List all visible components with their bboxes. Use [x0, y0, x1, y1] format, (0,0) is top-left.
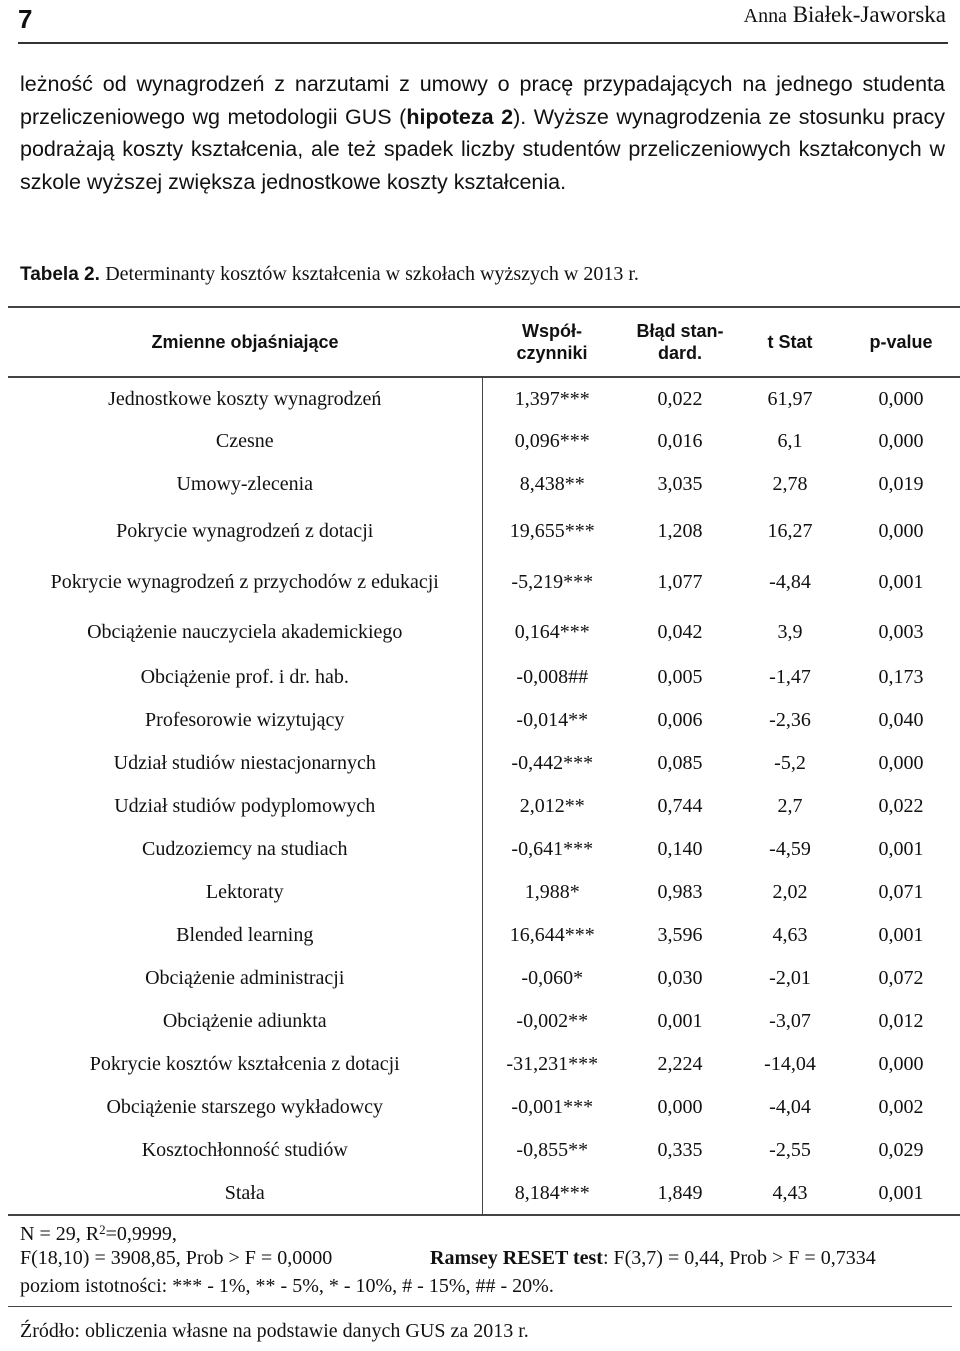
coefficient-cell: 0,164***	[514, 620, 590, 643]
variable-cell: Profesorowie wizytujący	[8, 699, 482, 742]
note-ramsey-test	[430, 1244, 876, 1272]
variable-cell: Obciążenie adiunkta	[8, 1000, 482, 1043]
regression-table	[8, 306, 960, 1216]
coefficient-cell: -0,001***	[511, 1096, 594, 1118]
variable-cell: Pokrycie wynagrodzeń z dotacji	[8, 506, 482, 556]
std-error-cell: 0,005	[657, 666, 703, 688]
p-value-cell: 0,000	[878, 387, 924, 410]
table-row	[8, 828, 960, 871]
variable-cell: Obciążenie starszego wykładowcy	[8, 1086, 482, 1129]
p-value-cell: 0,000	[878, 430, 924, 452]
t-stat-cell: 61,97	[767, 387, 813, 410]
std-error-cell: 0,042	[657, 620, 703, 643]
header-coef-line1: Współ-	[522, 321, 582, 341]
table-body	[8, 377, 960, 1215]
std-error-cell: 0,001	[657, 1010, 703, 1032]
variable-cell: Obciążenie prof. i dr. hab.	[8, 656, 482, 699]
t-stat-cell: -2,01	[769, 967, 811, 989]
p-value-cell: 0,071	[878, 881, 924, 903]
note-r-squared-value: =0,9999,	[105, 1223, 177, 1245]
t-stat-cell: 4,63	[772, 924, 808, 946]
paragraph-text-2: ). Wyższe wynagrodzenia ze stosunku pracy podrażają koszty kształcenia, ale też spadek liczby studentów przeliczeniowych kształconych w szkole wyższej zwiększa jednostkowe koszty kształcenia.	[20, 104, 945, 194]
table-row	[8, 785, 960, 828]
p-value-cell: 0,072	[878, 967, 924, 989]
std-error-cell: 1,077	[657, 570, 703, 593]
std-error-cell: 0,140	[657, 838, 703, 860]
header-p-value: p-value	[842, 307, 960, 377]
t-stat-cell: 4,43	[738, 1172, 842, 1215]
variable-cell: Blended learning	[8, 914, 482, 957]
table-row	[8, 957, 960, 1000]
source-note: Źródło: obliczenia własne na podstawie danych GUS za 2013 r.	[20, 1320, 529, 1342]
t-stat-cell: -2,36	[769, 709, 811, 731]
t-stat-cell: -3,07	[769, 1010, 811, 1032]
p-value-cell: 0,040	[878, 709, 924, 731]
note-significance-levels: poziom istotności: *** - 1%, ** - 5%, * - 10%, # - 15%, ## - 20%.	[20, 1275, 554, 1297]
p-value-cell: 0,022	[878, 795, 924, 817]
table-row	[8, 1172, 960, 1215]
page-number: 7	[18, 4, 33, 34]
table-row	[8, 1000, 960, 1043]
body-paragraph	[20, 68, 945, 198]
coefficient-cell: 8,184***	[482, 1172, 622, 1215]
std-error-cell: 0,085	[657, 752, 703, 774]
coefficient-cell: -0,002**	[516, 1010, 589, 1032]
table-row	[8, 1129, 960, 1172]
std-error-cell: 0,016	[657, 430, 703, 452]
coefficient-cell: -0,008##	[516, 666, 589, 688]
t-stat-cell: 2,02	[772, 881, 808, 903]
note-ramsey-value: : F(3,7) = 0,44, Prob > F = 0,7334	[602, 1247, 876, 1269]
coefficient-cell: 0,096***	[514, 430, 590, 452]
note-f-test	[20, 1244, 955, 1272]
std-error-cell: 0,335	[657, 1139, 703, 1161]
coefficient-cell: -0,060*	[521, 967, 584, 989]
header-se-line2: dard.	[657, 343, 702, 363]
t-stat-cell: -1,47	[769, 666, 811, 688]
table-caption	[20, 263, 639, 286]
p-value-cell: 0,000	[878, 519, 924, 542]
paragraph-text-1: leżność od wynagrodzeń z narzutami z umowy o pracę przypadających na jednego studenta przeliczeniowego wg metodologii GUS (	[20, 72, 945, 129]
variable-cell: Lektoraty	[8, 871, 482, 914]
table-row	[8, 377, 960, 420]
table-title: Determinanty kosztów kształcenia w szkołach wyższych w 2013 r.	[105, 263, 639, 285]
p-value-cell: 0,000	[878, 752, 924, 774]
header-variables: Zmienne objaśniające	[8, 307, 482, 377]
variable-cell: Jednostkowe koszty wynagrodzeń	[8, 377, 482, 420]
p-value-cell: 0,001	[878, 924, 924, 946]
coefficient-cell: 2,012**	[519, 795, 585, 817]
table-notes	[20, 1216, 955, 1300]
t-stat-cell: -4,59	[769, 838, 811, 860]
table-row	[8, 506, 960, 556]
p-value-cell: 0,001	[842, 1172, 960, 1215]
p-value-cell: 0,001	[878, 838, 924, 860]
page-header	[18, 0, 948, 44]
p-value-cell: 0,002	[878, 1096, 924, 1118]
coefficient-cell: 19,655***	[509, 519, 595, 542]
p-value-cell: 0,029	[878, 1139, 924, 1161]
p-value-cell: 0,000	[878, 1053, 924, 1075]
p-value-cell: 0,019	[878, 473, 924, 495]
t-stat-cell: 3,9	[777, 620, 803, 643]
author-name	[744, 2, 946, 28]
std-error-cell: 3,596	[657, 924, 703, 946]
author-first-name: Anna	[743, 5, 787, 27]
std-error-cell: 0,030	[657, 967, 703, 989]
header-t-stat: t Stat	[738, 307, 842, 377]
table-row	[8, 656, 960, 699]
variable-cell: Umowy-zlecenia	[8, 463, 482, 506]
p-value-cell: 0,003	[878, 620, 924, 643]
paragraph-hypothesis: hipoteza 2	[406, 104, 514, 129]
variable-cell: Stała	[8, 1172, 482, 1215]
coefficient-cell: -5,219***	[511, 570, 594, 593]
p-value-cell: 0,001	[878, 570, 924, 593]
header-se-line1: Błąd stan-	[636, 321, 724, 341]
t-stat-cell: -4,84	[769, 570, 811, 593]
std-error-cell: 0,006	[657, 709, 703, 731]
table-row	[8, 608, 960, 656]
table-label: Tabela 2.	[20, 264, 100, 285]
variable-cell: Pokrycie wynagrodzeń z przychodów z edukacji	[8, 556, 482, 608]
table-row	[8, 1043, 960, 1086]
source-divider	[8, 1306, 952, 1307]
variable-cell: Obciążenie administracji	[8, 957, 482, 1000]
std-error-cell: 2,224	[657, 1053, 703, 1075]
p-value-cell: 0,012	[878, 1010, 924, 1032]
std-error-cell: 0,983	[657, 881, 703, 903]
t-stat-cell: 16,27	[767, 519, 813, 542]
author-last-name: Białek-Jaworska	[792, 2, 946, 27]
variable-cell: Udział studiów niestacjonarnych	[8, 742, 482, 785]
coefficient-cell: 1,988*	[524, 881, 580, 903]
table-row	[8, 742, 960, 785]
t-stat-cell: -4,04	[769, 1096, 811, 1118]
std-error-cell: 0,744	[657, 795, 703, 817]
header-coefficients	[482, 307, 622, 377]
std-error-cell: 1,849	[622, 1172, 738, 1215]
table-row	[8, 420, 960, 463]
coefficient-cell: 16,644***	[509, 924, 595, 946]
std-error-cell: 3,035	[657, 473, 703, 495]
table-row	[8, 699, 960, 742]
coefficient-cell: -0,641***	[511, 838, 594, 860]
variable-cell: Udział studiów podyplomowych	[8, 785, 482, 828]
coefficient-cell: 1,397***	[514, 387, 590, 410]
table-row	[8, 556, 960, 608]
header-coef-line2: czynniki	[516, 343, 588, 363]
table-row	[8, 463, 960, 506]
std-error-cell: 0,000	[657, 1096, 703, 1118]
coefficient-cell: -0,014**	[516, 709, 589, 731]
table-header-row	[8, 307, 960, 377]
p-value-cell: 0,173	[878, 666, 924, 688]
coefficient-cell: -0,855**	[516, 1139, 589, 1161]
t-stat-cell: 6,1	[777, 430, 803, 452]
t-stat-cell: -2,55	[769, 1139, 811, 1161]
note-sample-size	[20, 1216, 955, 1244]
variable-cell: Pokrycie kosztów kształcenia z dotacji	[8, 1043, 482, 1086]
note-f-statistic: F(18,10) = 3908,85, Prob > F = 0,0000	[20, 1247, 333, 1269]
note-ramsey-label: Ramsey RESET test	[430, 1247, 603, 1269]
variable-cell: Czesne	[8, 420, 482, 463]
t-stat-cell: 2,7	[777, 795, 803, 817]
table-row	[8, 871, 960, 914]
std-error-cell: 1,208	[657, 519, 703, 542]
t-stat-cell: 2,78	[772, 473, 808, 495]
header-std-error	[622, 307, 738, 377]
table-row	[8, 1086, 960, 1129]
coefficient-cell: -31,231***	[506, 1053, 599, 1075]
coefficient-cell: -0,442***	[511, 752, 594, 774]
variable-cell: Cudzoziemcy na studiach	[8, 828, 482, 871]
coefficient-cell: 8,438**	[519, 473, 585, 495]
t-stat-cell: -5,2	[774, 752, 806, 774]
variable-cell: Kosztochłonność studiów	[8, 1129, 482, 1172]
std-error-cell: 0,022	[657, 387, 703, 410]
note-r-squared-sup: 2	[99, 1222, 106, 1237]
variable-cell: Obciążenie nauczyciela akademickiego	[8, 608, 482, 656]
t-stat-cell: -14,04	[764, 1053, 816, 1075]
table-row	[8, 914, 960, 957]
note-n-text: N = 29, R	[20, 1223, 100, 1245]
